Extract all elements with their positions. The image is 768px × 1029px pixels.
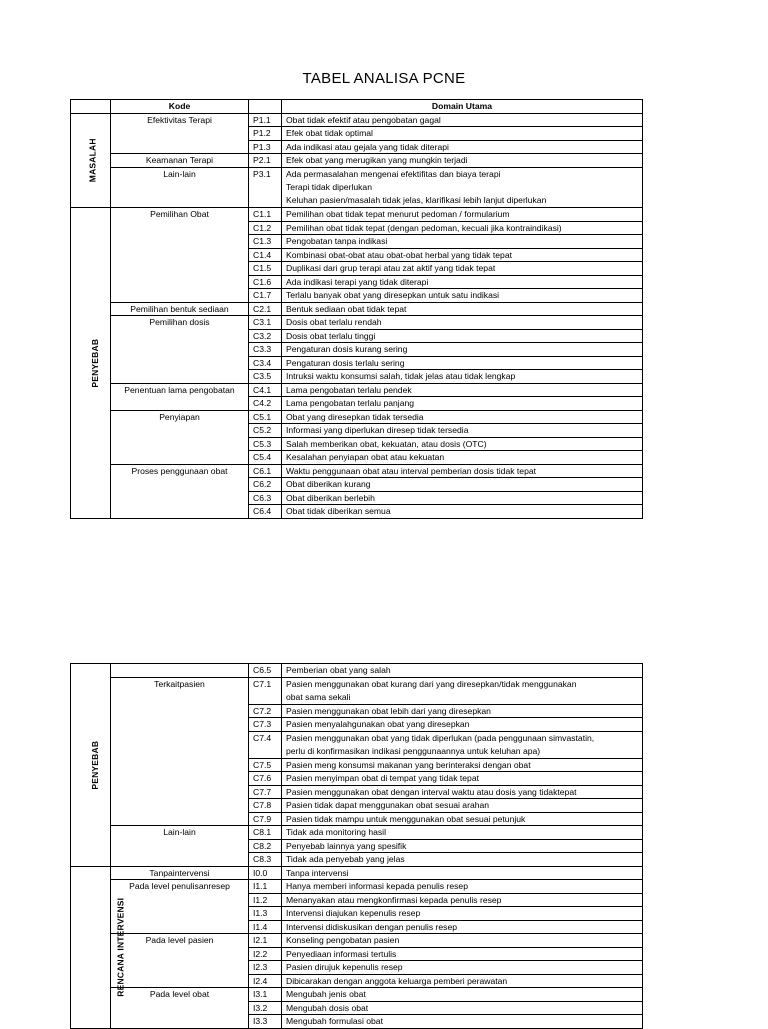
category-cell: Proses penggunaan obat bbox=[111, 464, 249, 518]
pcne-table-1 bbox=[70, 99, 643, 519]
page-title: TABEL ANALISA PCNE bbox=[302, 70, 466, 87]
domain-text-cell: Pasien menyalahgunakan obat yang diresepkan bbox=[282, 718, 643, 732]
code-cell: I3.2 bbox=[249, 1001, 282, 1015]
domain-text-cell: Waktu penggunaan obat atau interval pemberian dosis tidak tepat bbox=[282, 464, 643, 478]
code-cell: P3.1 bbox=[249, 167, 282, 208]
code-cell: C1.6 bbox=[249, 275, 282, 289]
category-cell: Lain-lain bbox=[111, 826, 249, 867]
code-cell: C6.2 bbox=[249, 478, 282, 492]
domain-text-cell: obat sama sekali bbox=[282, 691, 643, 705]
code-cell: C7.3 bbox=[249, 718, 282, 732]
code-cell: C7.5 bbox=[249, 758, 282, 772]
table-header-row bbox=[71, 100, 643, 114]
code-cell: I2.2 bbox=[249, 947, 282, 961]
code-cell: I2.1 bbox=[249, 934, 282, 948]
domain-text-cell: Pasien menggunakan obat lebih dari yang diresepkan bbox=[282, 704, 643, 718]
category-cell: Keamanan Terapi bbox=[111, 154, 249, 168]
code-cell: P1.2 bbox=[249, 127, 282, 141]
category-cell bbox=[111, 664, 249, 678]
domain-text-cell: Lama pengobatan terlalu pendek bbox=[282, 383, 643, 397]
domain-text-cell: Obat tidak efektif atau pengobatan gagal bbox=[282, 113, 643, 127]
domain-text-cell: Obat tidak diberikan semua bbox=[282, 505, 643, 519]
domain-text-cell: Terlalu banyak obat yang diresepkan untuk satu indikasi bbox=[282, 289, 643, 303]
table-row bbox=[71, 677, 643, 691]
domain-text-cell: Kesalahan penyiapan obat atau kekuatan bbox=[282, 451, 643, 465]
code-cell: I1.2 bbox=[249, 893, 282, 907]
domain-text-cell: Dosis obat terlalu tinggi bbox=[282, 329, 643, 343]
table-row bbox=[71, 880, 643, 894]
code-cell: C2.1 bbox=[249, 302, 282, 316]
domain-text-cell: Tidak ada penyebab yang jelas bbox=[282, 853, 643, 867]
domain-text-cell: Pasien dirujuk kepenulis resep bbox=[282, 961, 643, 975]
domain-text-cell: Tanpa intervensi bbox=[282, 866, 643, 880]
domain-text-cell: Pasien menyimpan obat di tempat yang tidak tepat bbox=[282, 772, 643, 786]
domain-text-cell: Ada indikasi atau gejala yang tidak diterapi bbox=[282, 140, 643, 154]
domain-text-cell: Tidak ada monitoring hasil bbox=[282, 826, 643, 840]
section-label-cell bbox=[71, 866, 126, 1028]
code-cell: P1.1 bbox=[249, 113, 282, 127]
section-label-cell bbox=[71, 664, 111, 867]
code-cell: C7.2 bbox=[249, 704, 282, 718]
code-cell: C4.2 bbox=[249, 397, 282, 411]
domain-text-cell: Intruksi waktu konsumsi salah, tidak jelas atau tidak lengkap bbox=[282, 370, 643, 384]
category-cell: Pada level pasien bbox=[111, 934, 249, 988]
table-row bbox=[71, 113, 643, 127]
domain-text-cell: Obat diberikan kurang bbox=[282, 478, 643, 492]
code-cell: C7.6 bbox=[249, 772, 282, 786]
domain-text-cell: Penyebab lainnya yang spesifik bbox=[282, 839, 643, 853]
domain-text-cell: Dibicarakan dengan anggota keluarga pemberi perawatan bbox=[282, 974, 643, 988]
section-label: PENYEBAB bbox=[90, 740, 101, 790]
category-cell: Terkaitpasien bbox=[111, 677, 249, 826]
domain-text-cell: Intervensi didiskusikan dengan penulis resep bbox=[282, 920, 643, 934]
code-cell: C3.2 bbox=[249, 329, 282, 343]
code-cell: I2.3 bbox=[249, 961, 282, 975]
category-cell: Penentuan lama pengobatan bbox=[111, 383, 249, 410]
domain-text-cell: Pemberian obat yang salah bbox=[282, 664, 643, 678]
domain-text-cell: Hanya memberi informasi kepada penulis resep bbox=[282, 880, 643, 894]
domain-text-cell: Informasi yang diperlukan diresep tidak tersedia bbox=[282, 424, 643, 438]
table-row bbox=[71, 167, 643, 181]
header-kode: Kode bbox=[111, 100, 249, 114]
code-cell: I3.3 bbox=[249, 1015, 282, 1029]
code-cell: I3.1 bbox=[249, 988, 282, 1002]
code-cell: C4.1 bbox=[249, 383, 282, 397]
domain-text-cell: Konseling pengobatan pasien bbox=[282, 934, 643, 948]
table-row bbox=[71, 208, 643, 222]
domain-text-cell: Pengaturan dosis terlalu sering bbox=[282, 356, 643, 370]
domain-text-cell: Intervensi diajukan kepenulis resep bbox=[282, 907, 643, 921]
code-cell: C1.3 bbox=[249, 235, 282, 249]
domain-text-cell: Pasien menggunakan obat kurang dari yang diresepkan/tidak menggunakan bbox=[282, 677, 643, 691]
table-row bbox=[71, 302, 643, 316]
code-cell: C3.4 bbox=[249, 356, 282, 370]
code-cell: C1.1 bbox=[249, 208, 282, 222]
domain-text-cell: perlu di konfirmasikan indikasi penggunaannya untuk keluhan apa) bbox=[282, 745, 643, 759]
domain-text-cell: Pasien tidak mampu untuk menggunakan obat sesuai petunjuk bbox=[282, 812, 643, 826]
code-cell: P1.3 bbox=[249, 140, 282, 154]
domain-text-cell: Dosis obat terlalu rendah bbox=[282, 316, 643, 330]
code-cell: I2.4 bbox=[249, 974, 282, 988]
domain-text-cell: Efek obat tidak optimal bbox=[282, 127, 643, 141]
code-cell: C6.5 bbox=[249, 664, 282, 678]
category-cell: Lain-lain bbox=[111, 167, 249, 208]
code-cell: C5.2 bbox=[249, 424, 282, 438]
table-row bbox=[71, 826, 643, 840]
code-cell: C1.7 bbox=[249, 289, 282, 303]
domain-text-cell: Lama pengobatan terlalu panjang bbox=[282, 397, 643, 411]
code-cell: C7.1 bbox=[249, 677, 282, 704]
code-cell: C3.5 bbox=[249, 370, 282, 384]
table-row bbox=[71, 664, 643, 678]
code-cell: C8.2 bbox=[249, 839, 282, 853]
domain-text-cell: Bentuk sediaan obat tidak tepat bbox=[282, 302, 643, 316]
section-label-cell bbox=[71, 113, 111, 208]
domain-text-cell: Pasien menggunakan obat yang tidak diperlukan (pada penggunaan simvastatin, bbox=[282, 731, 643, 745]
pcne-table-2 bbox=[70, 663, 643, 1029]
code-cell: C1.5 bbox=[249, 262, 282, 276]
code-cell: C1.2 bbox=[249, 221, 282, 235]
domain-text-cell: Efek obat yang merugikan yang mungkin terjadi bbox=[282, 154, 643, 168]
category-cell: Pada level obat bbox=[111, 988, 249, 1029]
code-cell: C5.1 bbox=[249, 410, 282, 424]
domain-text-cell: Pengobatan tanpa indikasi bbox=[282, 235, 643, 249]
table-row bbox=[71, 316, 643, 330]
table-row bbox=[71, 154, 643, 168]
domain-text-cell: Duplikasi dari grup terapi atau zat aktif yang tidak tepat bbox=[282, 262, 643, 276]
table-row bbox=[71, 866, 643, 880]
code-cell: I1.1 bbox=[249, 880, 282, 894]
category-cell: Pemilihan dosis bbox=[111, 316, 249, 384]
section-label: MASALAH bbox=[87, 138, 98, 183]
domain-text-cell: Keluhan pasien/masalah tidak jelas, klarifikasi lebih lanjut diperlukan bbox=[282, 194, 643, 208]
code-cell: C3.1 bbox=[249, 316, 282, 330]
table-row bbox=[71, 383, 643, 397]
code-cell: I1.3 bbox=[249, 907, 282, 921]
header-code-blank bbox=[249, 100, 282, 114]
domain-text-cell: Salah memberikan obat, kekuatan, atau dosis (OTC) bbox=[282, 437, 643, 451]
code-cell: C3.3 bbox=[249, 343, 282, 357]
section-label: RENCANA INTERVENSI bbox=[115, 897, 126, 997]
category-cell: Pemilihan Obat bbox=[111, 208, 249, 303]
code-cell: C8.1 bbox=[249, 826, 282, 840]
domain-text-cell: Mengubah formulasi obat bbox=[282, 1015, 643, 1029]
category-cell: Efektivitas Terapi bbox=[111, 113, 249, 154]
domain-text-cell: Obat diberikan berlebih bbox=[282, 491, 643, 505]
category-cell: Penyiapan bbox=[111, 410, 249, 464]
domain-text-cell: Ada permasalahan mengenai efektifitas dan biaya terapi bbox=[282, 167, 643, 181]
code-cell: C7.4 bbox=[249, 731, 282, 758]
domain-text-cell: Kombinasi obat-obat atau obat-obat herbal yang tidak tepat bbox=[282, 248, 643, 262]
category-cell: Pemilihan bentuk sediaan bbox=[111, 302, 249, 316]
code-cell: P2.1 bbox=[249, 154, 282, 168]
code-cell: I1.4 bbox=[249, 920, 282, 934]
header-domain: Domain Utama bbox=[282, 100, 643, 114]
domain-text-cell: Pasien tidak dapat menggunakan obat sesuai arahan bbox=[282, 799, 643, 813]
code-cell: I0.0 bbox=[249, 866, 282, 880]
domain-text-cell: Mengubah dosis obat bbox=[282, 1001, 643, 1015]
code-cell: C7.8 bbox=[249, 799, 282, 813]
table-row bbox=[71, 934, 643, 948]
domain-text-cell: Obat yang diresepkan tidak tersedia bbox=[282, 410, 643, 424]
domain-text-cell: Mengubah jenis obat bbox=[282, 988, 643, 1002]
code-cell: C7.9 bbox=[249, 812, 282, 826]
code-cell: C1.4 bbox=[249, 248, 282, 262]
domain-text-cell: Pasien meng konsumsi makanan yang berinteraksi dengan obat bbox=[282, 758, 643, 772]
table-row bbox=[71, 988, 643, 1002]
code-cell: C7.7 bbox=[249, 785, 282, 799]
code-cell: C6.3 bbox=[249, 491, 282, 505]
domain-text-cell: Pemilihan obat tidak tepat (dengan pedoman, kecuali jika kontraindikasi) bbox=[282, 221, 643, 235]
code-cell: C8.3 bbox=[249, 853, 282, 867]
code-cell: C6.1 bbox=[249, 464, 282, 478]
code-cell: C6.4 bbox=[249, 505, 282, 519]
table-row bbox=[71, 410, 643, 424]
section-label-cell bbox=[71, 208, 111, 519]
code-cell: C5.4 bbox=[249, 451, 282, 465]
domain-text-cell: Menanyakan atau mengkonfirmasi kepada penulis resep bbox=[282, 893, 643, 907]
category-cell: Pada level penulisanresep bbox=[111, 880, 249, 934]
domain-text-cell: Ada indikasi terapi yang tidak diterapi bbox=[282, 275, 643, 289]
domain-text-cell: Penyediaan informasi tertulis bbox=[282, 947, 643, 961]
domain-text-cell: Terapi tidak diperlukan bbox=[282, 181, 643, 195]
header-blank-cell bbox=[71, 100, 111, 114]
category-cell: Tanpaintervensi bbox=[111, 866, 249, 880]
code-cell: C5.3 bbox=[249, 437, 282, 451]
section-label: PENYEBAB bbox=[90, 338, 101, 388]
domain-text-cell: Pengaturan dosis kurang sering bbox=[282, 343, 643, 357]
domain-text-cell: Pemilihan obat tidak tepat menurut pedoman / formularium bbox=[282, 208, 643, 222]
domain-text-cell: Pasien menggunakan obat dengan interval waktu atau dosis yang tidaktepat bbox=[282, 785, 643, 799]
table-row bbox=[71, 464, 643, 478]
